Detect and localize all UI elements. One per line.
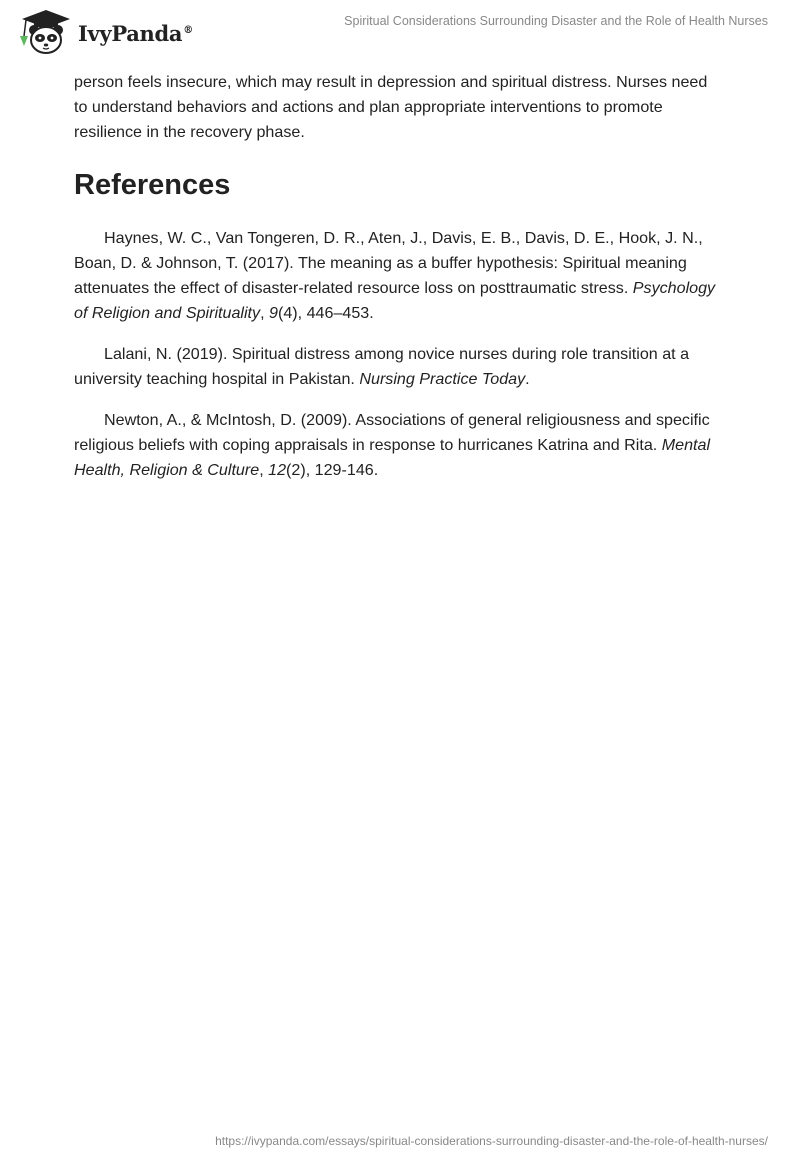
reference-volume: 12 bbox=[268, 461, 287, 479]
reference-item: Haynes, W. C., Van Tongeren, D. R., Aten, J., Davis, E. B., Davis, D. E., Hook, J. N., Boan, D. & Johnson, T. (2017). The meaning as a buffer hypothesis: Spiritual meaning attenuates the effect of disaster-related resource loss on posttraumatic stress. Psychology of Religion and Spirituality, 9(4), 446–453. bbox=[74, 229, 716, 322]
reference-journal: Psychology of Religion and Spirituality bbox=[74, 279, 716, 322]
references-heading: References bbox=[74, 169, 231, 201]
brand-name: IvyPanda® bbox=[78, 20, 193, 46]
page-header bbox=[0, 0, 800, 64]
body-paragraph: person feels insecure, which may result in depression and spiritual distress. Nurses need to understand behaviors and actions and plan appropriate interventions to promote resilience in the recovery phase. bbox=[74, 73, 708, 141]
essay-content bbox=[74, 70, 724, 499]
reference-item: Lalani, N. (2019). Spiritual distress among novice nurses during role transition at a university teaching hospital in Pakistan. Nursing Practice Today. bbox=[74, 345, 690, 388]
running-title: Spiritual Considerations Surrounding Disaster and the Role of Health Nurses bbox=[344, 14, 768, 28]
reference-journal: Nursing Practice Today bbox=[359, 370, 526, 388]
reference-journal: Mental Health, Religion & Culture bbox=[74, 436, 711, 479]
ivypanda-logo[interactable] bbox=[16, 8, 193, 56]
references-list bbox=[74, 226, 724, 483]
reference-volume: 9 bbox=[269, 304, 278, 322]
panda-graduation-cap-icon bbox=[16, 8, 76, 56]
registered-mark: ® bbox=[183, 24, 193, 36]
reference-item: Newton, A., & McIntosh, D. (2009). Associations of general religiousness and specific religious beliefs with coping appraisals in response to hurricanes Katrina and Rita. Mental Health, Religion & Culture, 12(2), 129-146. bbox=[74, 411, 711, 479]
source-url-link[interactable]: https://ivypanda.com/essays/spiritual-considerations-surrounding-disaster-and-the-role-of-health-nurses/ bbox=[215, 1134, 768, 1148]
